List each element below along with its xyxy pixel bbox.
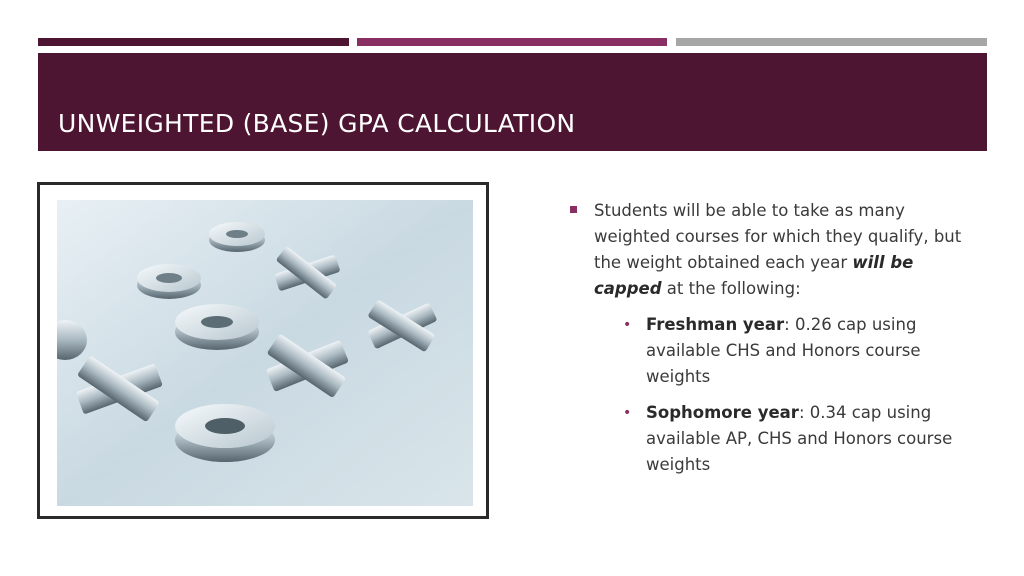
main-bullet xyxy=(568,198,978,302)
sub-bullet-text: : 0.34 cap using available AP, CHS and Honors course weights xyxy=(646,403,953,474)
sub-bullet-label: Freshman year xyxy=(646,315,785,334)
main-bullet-text-end: at the following: xyxy=(661,279,801,298)
tic-tac-toe-pieces-image xyxy=(57,200,473,506)
content-area xyxy=(568,198,978,478)
sub-bullet-text: : 0.26 cap using available CHS and Honors course weights xyxy=(646,315,921,386)
sub-bullet-sophomore xyxy=(568,400,978,478)
dot-bullet-icon: • xyxy=(623,405,632,421)
main-bullet-text: Students will be able to take as many weighted courses for which they qualify, but the weight obtained each year xyxy=(594,201,962,272)
slide-title: UNWEIGHTED (BASE) GPA CALCULATION xyxy=(58,109,576,138)
o-piece-back-left xyxy=(137,264,201,299)
main-bullet-emphasis: will be capped xyxy=(594,253,914,298)
picture-frame xyxy=(37,182,489,519)
top-accent-bar-1 xyxy=(38,38,349,46)
square-bullet-icon xyxy=(570,206,577,213)
sub-bullet-label: Sophomore year xyxy=(646,403,799,422)
top-accent-bar-2 xyxy=(357,38,667,46)
top-accent-bar-3 xyxy=(676,38,987,46)
sub-bullet-freshman xyxy=(568,312,978,390)
title-band xyxy=(38,53,987,151)
dot-bullet-icon: • xyxy=(623,317,632,333)
